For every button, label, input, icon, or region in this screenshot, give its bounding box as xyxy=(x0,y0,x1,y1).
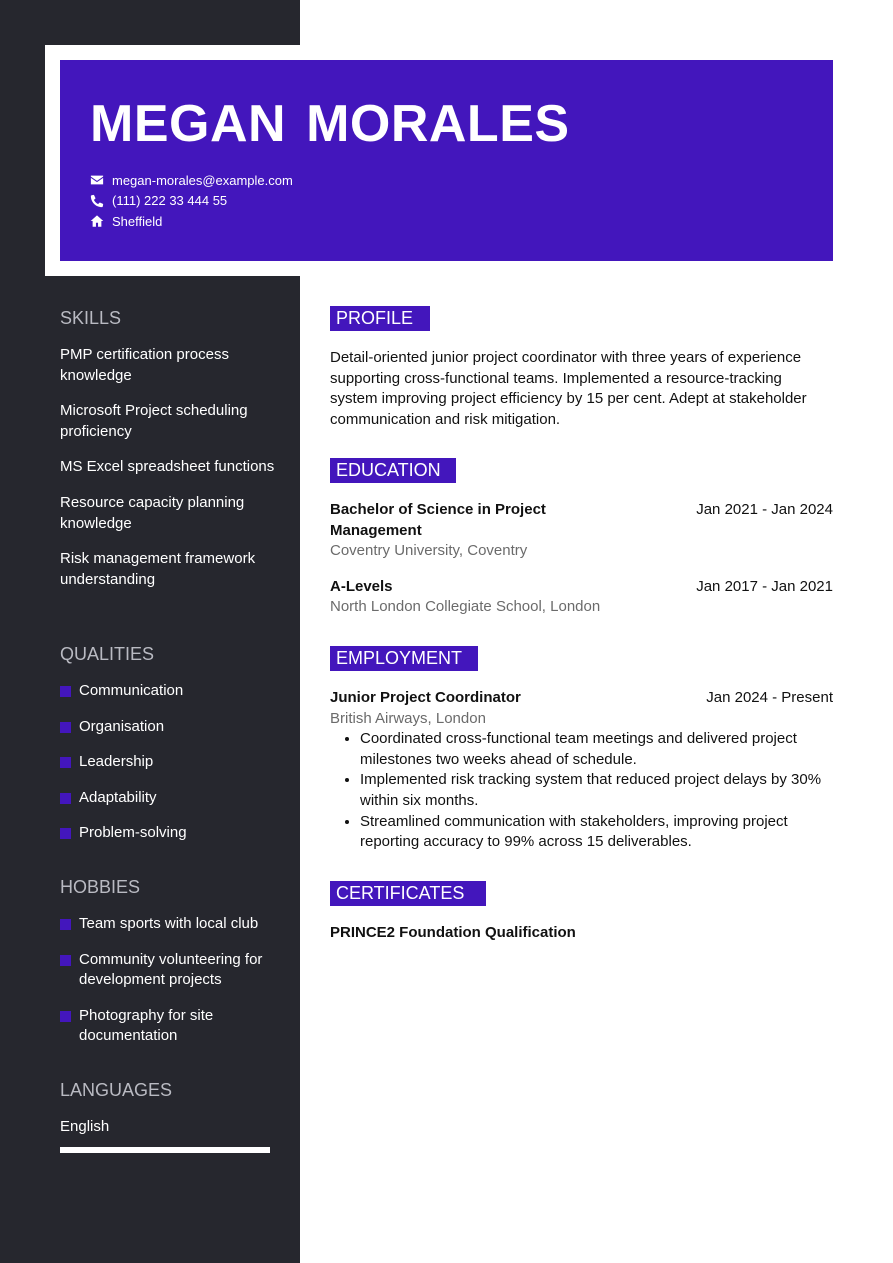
contact-email xyxy=(90,170,803,191)
education-section xyxy=(330,458,833,633)
full-name xyxy=(90,95,803,153)
job-title: Junior Project Coordinator xyxy=(330,689,521,706)
company-name: British Airways, London xyxy=(330,709,486,727)
square-bullet-icon xyxy=(60,686,71,697)
hobby-label: Photography for site documentation xyxy=(79,1006,214,1045)
employment-entry xyxy=(330,688,833,853)
square-bullet-icon xyxy=(60,1011,71,1022)
square-bullet-icon xyxy=(60,793,71,804)
profile-section xyxy=(330,306,833,430)
quality-label: Communication xyxy=(79,682,184,699)
envelope-icon xyxy=(90,173,104,187)
last-name: MORALES xyxy=(306,95,570,153)
languages-title: LANGUAGES xyxy=(60,1080,173,1100)
skill-item: PMP certification process knowledge xyxy=(60,346,229,384)
email-text[interactable]: megan-morales@example.com xyxy=(112,172,293,188)
quality-label: Adaptability xyxy=(79,788,157,806)
home-icon xyxy=(90,214,104,228)
square-bullet-icon xyxy=(60,919,71,930)
skill-item: Microsoft Project scheduling proficiency xyxy=(60,402,248,440)
languages-section xyxy=(60,1080,275,1153)
square-bullet-icon xyxy=(60,828,71,839)
language-name: English xyxy=(60,1118,110,1135)
certificates-title: CERTIFICATES xyxy=(330,881,486,906)
education-entry xyxy=(330,577,833,618)
hobby-item xyxy=(60,914,275,935)
language-level-bar xyxy=(60,1147,270,1153)
employment-section xyxy=(330,646,833,868)
profile-text: Detail-oriented junior project coordinator with three years of experience supporting cross-functional teams. Implemented a resource-tracking system improving project efficiency by 15 per cent. Adept at stakeholder communication and risk mitigation. xyxy=(330,349,807,428)
duty-list xyxy=(330,729,833,853)
quality-item xyxy=(60,788,275,809)
square-bullet-icon xyxy=(60,722,71,733)
quality-label: Organisation xyxy=(79,717,165,735)
phone-text[interactable]: (111) 222 33 444 55 xyxy=(112,193,228,209)
contact-list xyxy=(90,170,803,232)
quality-label: Leadership xyxy=(79,753,154,771)
duty-item: • Implemented risk tracking system that reduced project delays by 30% within six months. xyxy=(360,770,833,811)
qualities-title: QUALITIES xyxy=(60,644,155,664)
hobby-item xyxy=(60,950,275,991)
profile-title: PROFILE xyxy=(330,306,430,331)
hobby-item xyxy=(60,1006,275,1047)
education-title: EDUCATION xyxy=(330,458,456,483)
skill-item: Risk management framework understanding xyxy=(60,550,256,588)
education-entry xyxy=(330,500,833,562)
hobbies-section xyxy=(60,877,275,1062)
degree-title: A-Levels xyxy=(330,577,393,595)
skill-item: MS Excel spreadsheet functions xyxy=(60,458,275,476)
school-name: North London Collegiate School, London xyxy=(330,598,601,616)
quality-item xyxy=(60,681,275,702)
hobbies-title: HOBBIES xyxy=(60,877,141,897)
skills-title: SKILLS xyxy=(60,308,122,328)
hobby-label: Team sports with local club xyxy=(79,915,259,932)
contact-location xyxy=(90,211,803,232)
skills-section xyxy=(60,308,275,605)
school-name: Coventry University, Coventry xyxy=(330,542,528,560)
quality-item xyxy=(60,717,275,738)
qualities-section xyxy=(60,644,275,859)
contact-phone xyxy=(90,191,803,212)
certificate-item: PRINCE2 Foundation Qualification xyxy=(330,924,576,941)
square-bullet-icon xyxy=(60,955,71,966)
job-dates: Jan 2024 - Present xyxy=(706,689,833,706)
duty-item: • Coordinated cross-functional team meetings and delivered project milestones two weeks ahead of schedule. xyxy=(360,729,833,770)
duty-item: • Streamlined communication with stakeholders, improving project reporting accuracy to 99% across 15 deliverables. xyxy=(360,812,833,853)
location-text: Sheffield xyxy=(112,213,163,229)
header xyxy=(60,60,833,261)
skill-item: Resource capacity planning knowledge xyxy=(60,493,245,532)
employment-title: EMPLOYMENT xyxy=(330,646,478,671)
first-name: MEGAN xyxy=(90,95,287,153)
square-bullet-icon xyxy=(60,757,71,768)
phone-icon xyxy=(90,194,104,208)
degree-dates: Jan 2017 - Jan 2021 xyxy=(696,577,833,595)
certificates-section xyxy=(330,881,833,944)
quality-item xyxy=(60,752,275,773)
hobby-label: Community volunteering for development projects xyxy=(79,950,263,989)
quality-item xyxy=(60,823,275,844)
quality-label: Problem-solving xyxy=(79,824,187,842)
degree-title: Bachelor of Science in Project Management xyxy=(330,501,546,539)
degree-dates: Jan 2021 - Jan 2024 xyxy=(696,501,833,518)
